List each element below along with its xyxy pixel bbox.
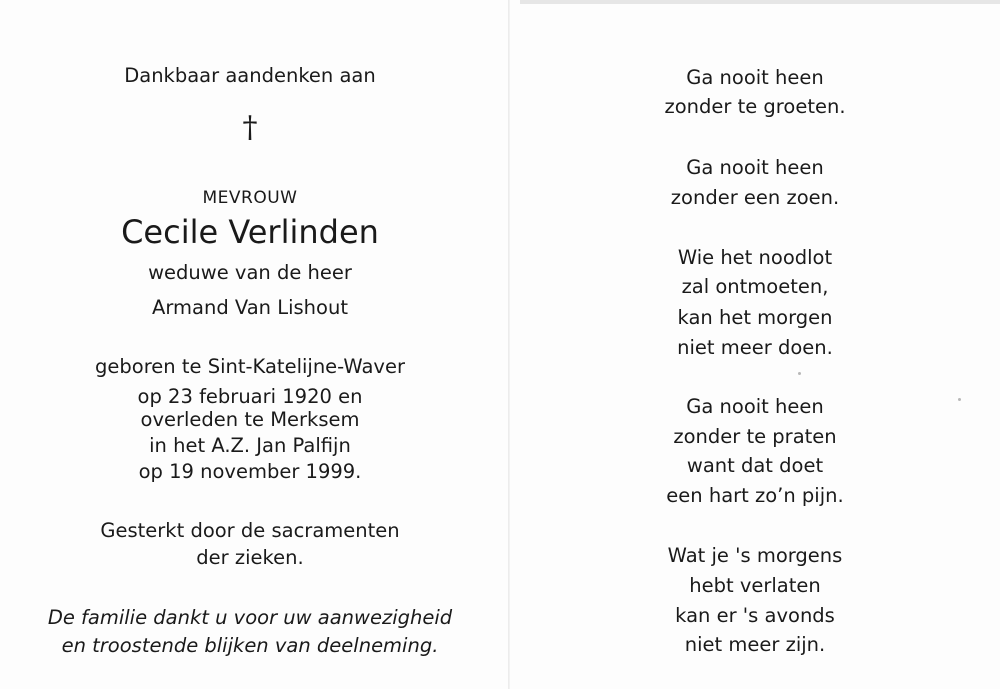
death-line-3: op 19 november 1999. [138,460,362,483]
poem-line: zonder een zoen. [670,186,840,209]
cross-icon: † [242,110,258,145]
death-line-1: overleden te Merksem [140,408,360,431]
poem-line: zal ontmoeten, [681,275,829,298]
thanks-line-2: en troostende blijken van deelneming. [61,634,439,657]
poem-line: Ga nooit heen [686,395,824,418]
thanks-line-1: De familie dankt u voor uw aanwezigheid [47,606,453,629]
right-panel [510,0,1000,689]
poem-line: kan het morgen [677,306,833,329]
poem-line: een hart zo’n pijn. [666,484,844,507]
paper-speck [958,398,961,401]
deceased-name: Cecile Verlinden [121,213,379,251]
sacrament-line-2: der zieken. [196,546,304,569]
spouse-line-1: weduwe van de heer [148,261,352,284]
death-line-2: in het A.Z. Jan Palfijn [149,434,351,457]
poem-line: Wie het noodlot [677,246,833,269]
sacrament-line-1: Gesterkt door de sacramenten [100,519,400,542]
poem-line: Ga nooit heen [686,66,824,89]
poem-line: hebt verlaten [689,574,821,597]
poem-line: zonder te praten [673,425,837,448]
poem-line: niet meer doen. [677,336,833,359]
paper-speck [798,372,801,375]
poem-line: niet meer zijn. [684,633,826,656]
spouse-line-2: Armand Van Lishout [152,296,348,319]
birth-line-1: geboren te Sint-Katelijne-Waver [95,355,405,378]
birth-line-2: op 23 februari 1920 en [137,385,363,408]
poem-line: Ga nooit heen [686,156,824,179]
poem-line: want dat doet [686,454,824,477]
intro-text: Dankbaar aandenken aan [124,64,376,87]
poem-line: kan er 's avonds [675,604,835,627]
honorific-title: MEVROUW [202,188,298,208]
poem-line: Wat je 's morgens [667,544,843,567]
poem-line: zonder te groeten. [664,95,846,118]
